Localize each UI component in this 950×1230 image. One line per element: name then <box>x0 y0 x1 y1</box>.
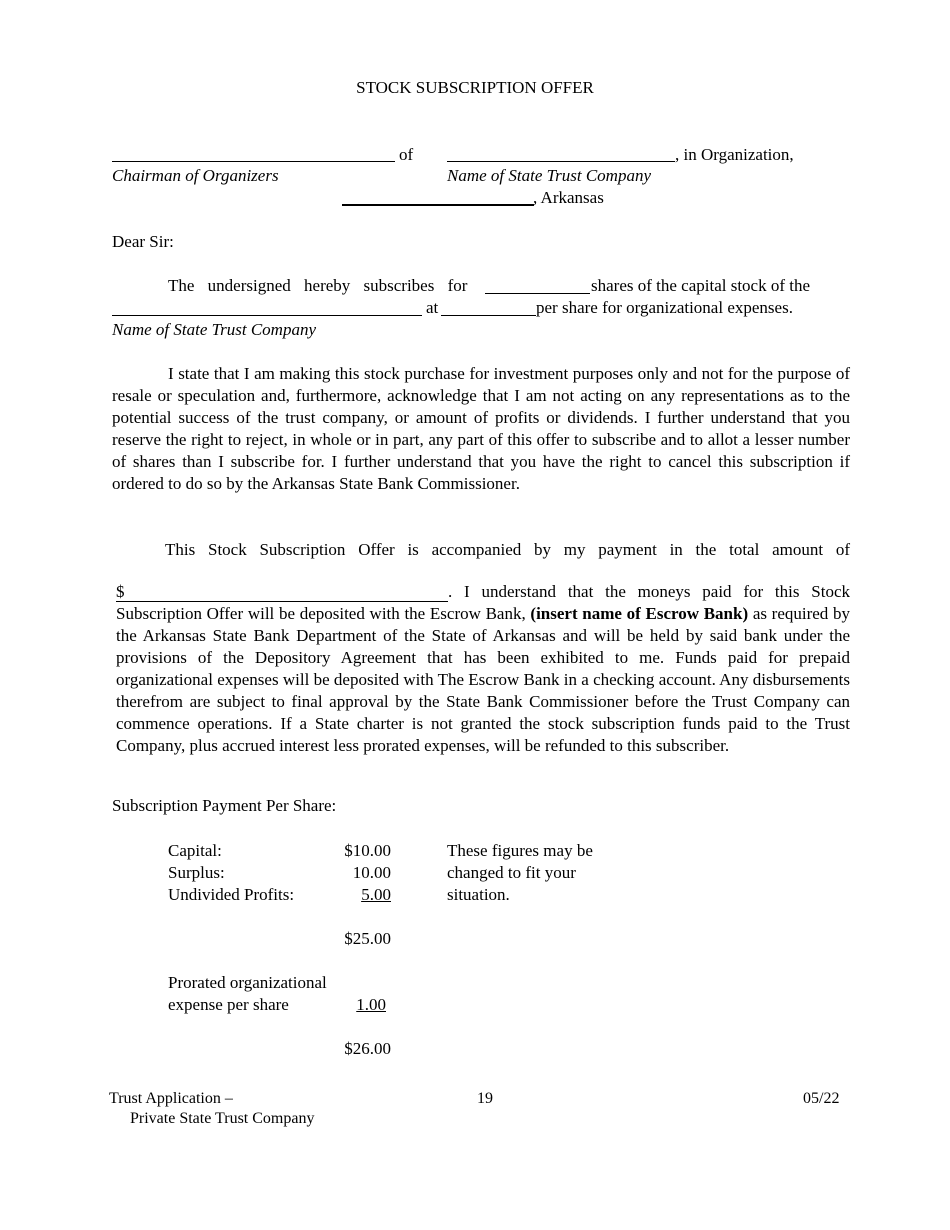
undivided-profits-value: 5.00 <box>361 885 391 904</box>
prorated-value: 1.00 <box>356 995 386 1014</box>
payment-per-share-heading: Subscription Payment Per Share: <box>112 796 337 815</box>
prorated-label-2: expense per share <box>168 995 289 1014</box>
at-text: at <box>426 298 439 317</box>
surplus-label: Surplus: <box>168 863 225 882</box>
note-line-3: situation. <box>447 885 510 904</box>
trust-company-label: Name of State Trust Company <box>112 320 317 339</box>
arkansas-text: , Arkansas <box>533 188 604 207</box>
prorated-label-1: Prorated organizational <box>168 973 327 992</box>
per-share-text: per share for organizational expenses. <box>536 298 793 317</box>
note-line-1: These figures may be <box>447 841 593 860</box>
capital-label: Capital: <box>168 841 222 860</box>
trust-name-blank[interactable] <box>447 161 675 162</box>
undivided-profits-label: Undivided Profits: <box>168 885 295 904</box>
page-number: 19 <box>477 1090 493 1107</box>
trust-name-label: Name of State Trust Company <box>447 166 652 185</box>
footer-date: 05/22 <box>803 1090 840 1107</box>
footer-left-1: Trust Application – <box>109 1090 233 1107</box>
page-title: STOCK SUBSCRIPTION OFFER <box>356 78 594 97</box>
payment-amount-blank[interactable]: $ <box>116 583 448 602</box>
city-blank[interactable] <box>342 204 534 206</box>
intent-paragraph: I state that I am making this stock purchase for investment purposes only and not for the purpose of resale or speculation and, furthermore, acknowledge that I am not acting on any representations as to the potential success of the trust company, or amount of profits or dividends. I further understand that you reserve the right to reject, in whole or in part, any part of this offer to subscribe and to allot a lesser number of shares than I subscribe for. I further understand that you have the right to cancel this subscription if ordered to do so by the Arkansas State Bank Commissioner. <box>112 364 850 493</box>
payment-lead: This Stock Subscription Offer is accompanied by my payment in the total amount of <box>165 540 850 559</box>
shares-blank[interactable] <box>485 293 590 294</box>
chairman-blank[interactable] <box>112 161 395 162</box>
subscribe-lead: The undersigned hereby subscribes for <box>168 276 468 295</box>
payment-text-b: as required by the Arkansas State Bank Department of the State of Arkansas and will be held by said bank under the provisions of the Depository Agreement that has been exhibited to me. Funds paid for prepaid organizational expenses will be deposited with The Escrow Bank in a checking account. Any disbursements therefrom are subject to final approval by the State Bank Commissioner before the Trust Company can commence operations. If a State charter is not granted the stock subscription funds paid to the Trust Company, plus accrued interest less prorated expenses, will be refunded to this subscriber. <box>116 604 850 755</box>
payment-text-a: . I understand that the moneys paid for this Stock Subscription Offer will be deposited with the Escrow Bank, <box>116 582 850 623</box>
footer-left-2: Private State Trust Company <box>130 1110 315 1127</box>
subtotal-value: $25.00 <box>344 929 391 948</box>
payment-paragraph <box>116 581 850 757</box>
trust-company-blank[interactable] <box>112 315 422 316</box>
of-text: of <box>399 145 414 164</box>
escrow-bank-placeholder: (insert name of Escrow Bank) <box>530 604 749 623</box>
note-line-2: changed to fit your <box>447 863 576 882</box>
total-value: $26.00 <box>344 1039 391 1058</box>
chairman-label: Chairman of Organizers <box>112 166 279 185</box>
shares-text: shares of the capital stock of the <box>591 276 811 295</box>
salutation: Dear Sir: <box>112 232 174 251</box>
in-organization-text: , in Organization, <box>675 145 794 164</box>
capital-value: $10.00 <box>344 841 391 860</box>
surplus-value: 10.00 <box>352 863 391 882</box>
price-blank[interactable] <box>441 315 536 316</box>
